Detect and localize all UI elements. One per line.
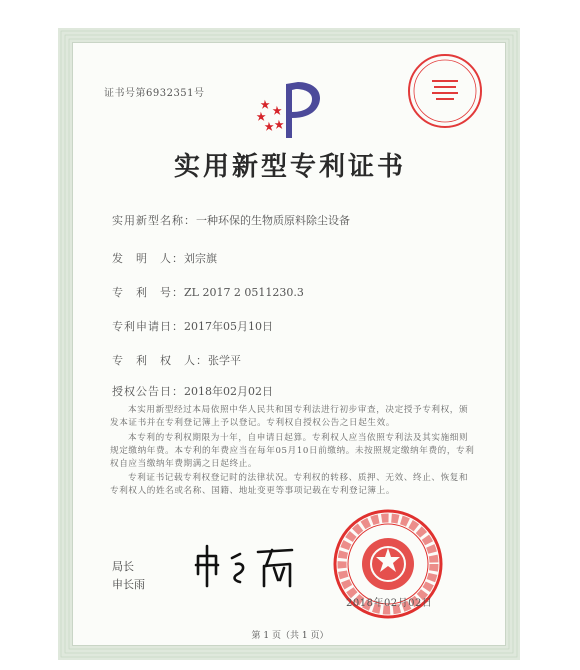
field-value: 2017年05月10日 <box>184 320 273 333</box>
field-label: 专利申请日： <box>112 320 184 333</box>
director-signature <box>188 540 308 592</box>
field-label: 授权公告日： <box>112 385 184 398</box>
field-label: 发 明 人： <box>112 252 184 265</box>
patentee-field <box>112 352 241 368</box>
director-title: 局长 <box>112 560 134 573</box>
field-label: 专 利 号： <box>112 286 184 299</box>
field-value: ZL 2017 2 0511230.3 <box>184 286 304 299</box>
inventor-field <box>112 250 217 266</box>
signatory-labels <box>112 558 145 594</box>
patent-office-logo <box>256 78 322 142</box>
director-name: 申长雨 <box>112 578 145 591</box>
field-value: 张学平 <box>208 354 241 367</box>
page-number: 第 1 页（共 1 页） <box>251 631 329 641</box>
application-date-field <box>112 318 273 334</box>
body-paragraph: 本专利的专利权期限为十年，自申请日起算。专利权人应当依照专利法及其实施细则规定缴纳年费。本专利的年费应当在每年05月10日前缴纳。未按照规定缴纳年费的，专利权自应当缴纳年费期满之日起终止。 <box>110 433 475 469</box>
issue-date: 2018年02月02日 <box>346 598 433 609</box>
field-label: 专 利 权 人： <box>112 354 208 367</box>
field-value: 一种环保的生物质原料除尘设备 <box>196 214 350 227</box>
patent-number-field <box>112 284 304 300</box>
field-label: 实用新型名称： <box>112 214 196 227</box>
body-paragraph: 专利证书记载专利权登记时的法律状况。专利权的转移、质押、无效、终止、恢复和专利权人的姓名或名称、国籍、地址变更等事项记载在专利登记簿上。 <box>110 473 469 496</box>
field-value: 2018年02月02日 <box>184 385 273 398</box>
field-value: 刘宗旗 <box>184 252 217 265</box>
grant-announcement-date-field <box>112 383 273 399</box>
body-paragraph: 本实用新型经过本局依照中华人民共和国专利法进行初步审查，决定授予专利权，颁发本证书并在专利登记簿上予以登记。专利权自授权公告之日起生效。 <box>110 405 469 428</box>
patent-office-seal-top <box>406 52 484 130</box>
certificate-number: 证书号第6932351号 <box>104 88 205 99</box>
certificate-title: 实用新型专利证书 <box>173 152 406 182</box>
utility-model-name-field <box>112 212 350 228</box>
